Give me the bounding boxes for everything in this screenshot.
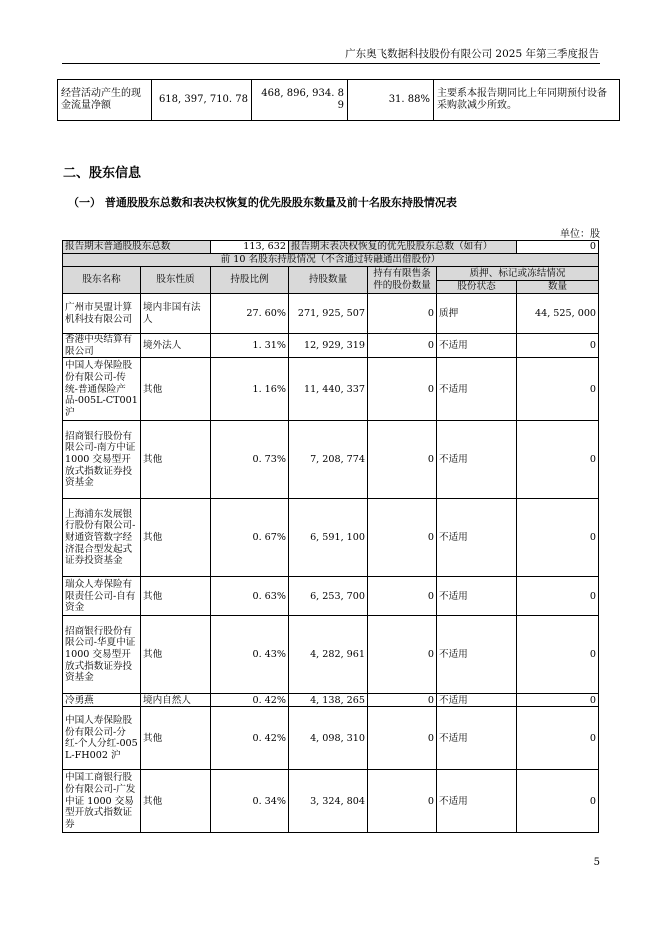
holder-restricted: 0 [368,707,437,770]
col-header-ratio: 持股比例 [211,267,289,294]
holder-ratio: 1. 16% [211,358,289,421]
holder-restricted: 0 [368,294,437,334]
holder-restricted: 0 [368,577,437,616]
holder-name: 中国人寿保险股份有限公司-传统-普通保险产品-005L-CT001 沪 [63,358,141,421]
shareholder-row [63,707,599,770]
holder-ratio: 0. 34% [211,770,289,833]
holder-pledge-status: 不适用 [437,499,517,577]
holder-pledge-count: 0 [517,499,599,577]
holder-nature: 其他 [141,358,211,421]
holder-name: 招商银行股份有限公司-华夏中证 1000 交易型开放式指数证券投资基金 [63,616,141,694]
common-holders-label: 报告期末普通股股东总数 [63,241,211,254]
unit-label: 单位：股 [560,229,600,240]
holder-quantity: 6, 591, 100 [289,499,368,577]
shareholder-row [63,334,599,358]
holder-name: 瑞众人寿保险有限责任公司-自有资金 [63,577,141,616]
holder-pledge-count: 0 [517,770,599,833]
holder-pledge-count: 0 [517,421,599,499]
holder-pledge-status: 质押 [437,294,517,334]
col-header-status: 股份状态 [437,281,517,294]
holder-pledge-count: 0 [517,694,599,707]
holder-pledge-status: 不适用 [437,358,517,421]
holder-restricted: 0 [368,616,437,694]
section-subtitle: （一） 普通股股东总数和表决权恢复的优先股股东数量及前十名股东持股情况表 [68,196,457,209]
cashflow-label: 经营活动产生的现金流量净额 [58,80,152,121]
cashflow-table [57,79,620,121]
holder-pledge-count: 0 [517,616,599,694]
holder-name: 上海浦东发展银行股份有限公司-财通资管数字经济混合型发起式证券投资基金 [63,499,141,577]
holder-quantity: 11, 440, 337 [289,358,368,421]
holder-restricted: 0 [368,499,437,577]
holder-pledge-status: 不适用 [437,616,517,694]
col-header-quantity: 持股数量 [289,267,368,294]
holder-ratio: 0. 42% [211,694,289,707]
section-title: 二、股东信息 [63,166,142,181]
holder-nature: 其他 [141,707,211,770]
holder-nature: 境外法人 [141,334,211,358]
col-header-nature: 股东性质 [141,267,211,294]
holder-quantity: 12, 929, 319 [289,334,368,358]
shareholder-row [63,616,599,694]
holder-pledge-status: 不适用 [437,707,517,770]
preferred-holders-label: 报告期末表决权恢复的优先股股东总数（如有） [289,241,517,254]
holder-pledge-count: 0 [517,707,599,770]
column-header-row [63,267,599,281]
holder-nature: 境内自然人 [141,694,211,707]
holder-pledge-count: 0 [517,334,599,358]
shareholder-table [62,240,599,833]
holder-restricted: 0 [368,358,437,421]
holder-name: 广州市昊盟计算机科技有限公司 [63,294,141,334]
summary-row [63,241,599,254]
common-holders-value: 113, 632 [211,241,289,254]
holder-name: 招商银行股份有限公司-南方中证 1000 交易型开放式指数证券投资基金 [63,421,141,499]
cashflow-change: 31. 88% [348,80,434,121]
holder-restricted: 0 [368,694,437,707]
document-header-title: 广东奥飞数据科技股份有限公司 2025 年第三季度报告 [345,48,599,60]
shareholder-row [63,770,599,833]
holder-quantity: 3, 324, 804 [289,770,368,833]
holder-nature: 其他 [141,421,211,499]
preferred-holders-value: 0 [517,241,599,254]
holder-pledge-status: 不适用 [437,694,517,707]
holder-nature: 其他 [141,770,211,833]
shareholder-row [63,294,599,334]
holder-ratio: 0. 63% [211,577,289,616]
holder-ratio: 0. 73% [211,421,289,499]
holder-pledge-status: 不适用 [437,770,517,833]
holder-quantity: 4, 138, 265 [289,694,368,707]
holder-restricted: 0 [368,770,437,833]
shareholder-row [63,694,599,707]
holder-pledge-count: 44, 525, 000 [517,294,599,334]
cashflow-current: 618, 397, 710. 78 [152,80,252,121]
holder-restricted: 0 [368,421,437,499]
holder-pledge-status: 不适用 [437,577,517,616]
holder-name: 香港中央结算有限公司 [63,334,141,358]
holder-quantity: 4, 098, 310 [289,707,368,770]
holder-restricted: 0 [368,334,437,358]
holder-nature: 其他 [141,499,211,577]
holder-name: 冷勇燕 [63,694,141,707]
col-header-count: 数量 [517,281,599,294]
holder-ratio: 1. 31% [211,334,289,358]
page-number: 5 [593,857,600,868]
cashflow-row [58,80,620,121]
shareholder-row [63,421,599,499]
holder-ratio: 0. 67% [211,499,289,577]
col-header-pledge-group: 质押、标记或冻结情况 [437,267,599,281]
holder-nature: 境内非国有法人 [141,294,211,334]
holder-ratio: 27. 60% [211,294,289,334]
shareholder-row [63,577,599,616]
cashflow-reason: 主要系本报告期同比上年同期预付设备采购款减少所致。 [434,80,620,121]
holder-quantity: 4, 282, 961 [289,616,368,694]
holder-quantity: 6, 253, 700 [289,577,368,616]
holder-quantity: 271, 925, 507 [289,294,368,334]
holder-pledge-count: 0 [517,358,599,421]
top10-caption-row [63,254,599,267]
holder-pledge-status: 不适用 [437,334,517,358]
holder-nature: 其他 [141,616,211,694]
holder-quantity: 7, 208, 774 [289,421,368,499]
col-header-name: 股东名称 [63,267,141,294]
shareholder-row [63,499,599,577]
holder-nature: 其他 [141,577,211,616]
holder-ratio: 0. 42% [211,707,289,770]
top10-caption: 前 10 名股东持股情况（不含通过转融通出借股份） [63,254,599,267]
holder-name: 中国工商银行股份有限公司-广发中证 1000 交易型开放式指数证券 [63,770,141,833]
cashflow-prior: 468, 896, 934. 89 [252,80,348,121]
header-divider [62,63,600,64]
holder-pledge-count: 0 [517,577,599,616]
holder-pledge-status: 不适用 [437,421,517,499]
holder-ratio: 0. 43% [211,616,289,694]
col-header-restricted: 持有有限售条件的股份数量 [368,267,437,294]
holder-name: 中国人寿保险股份有限公司-分红-个人分红-005L-FH002 沪 [63,707,141,770]
shareholder-row [63,358,599,421]
